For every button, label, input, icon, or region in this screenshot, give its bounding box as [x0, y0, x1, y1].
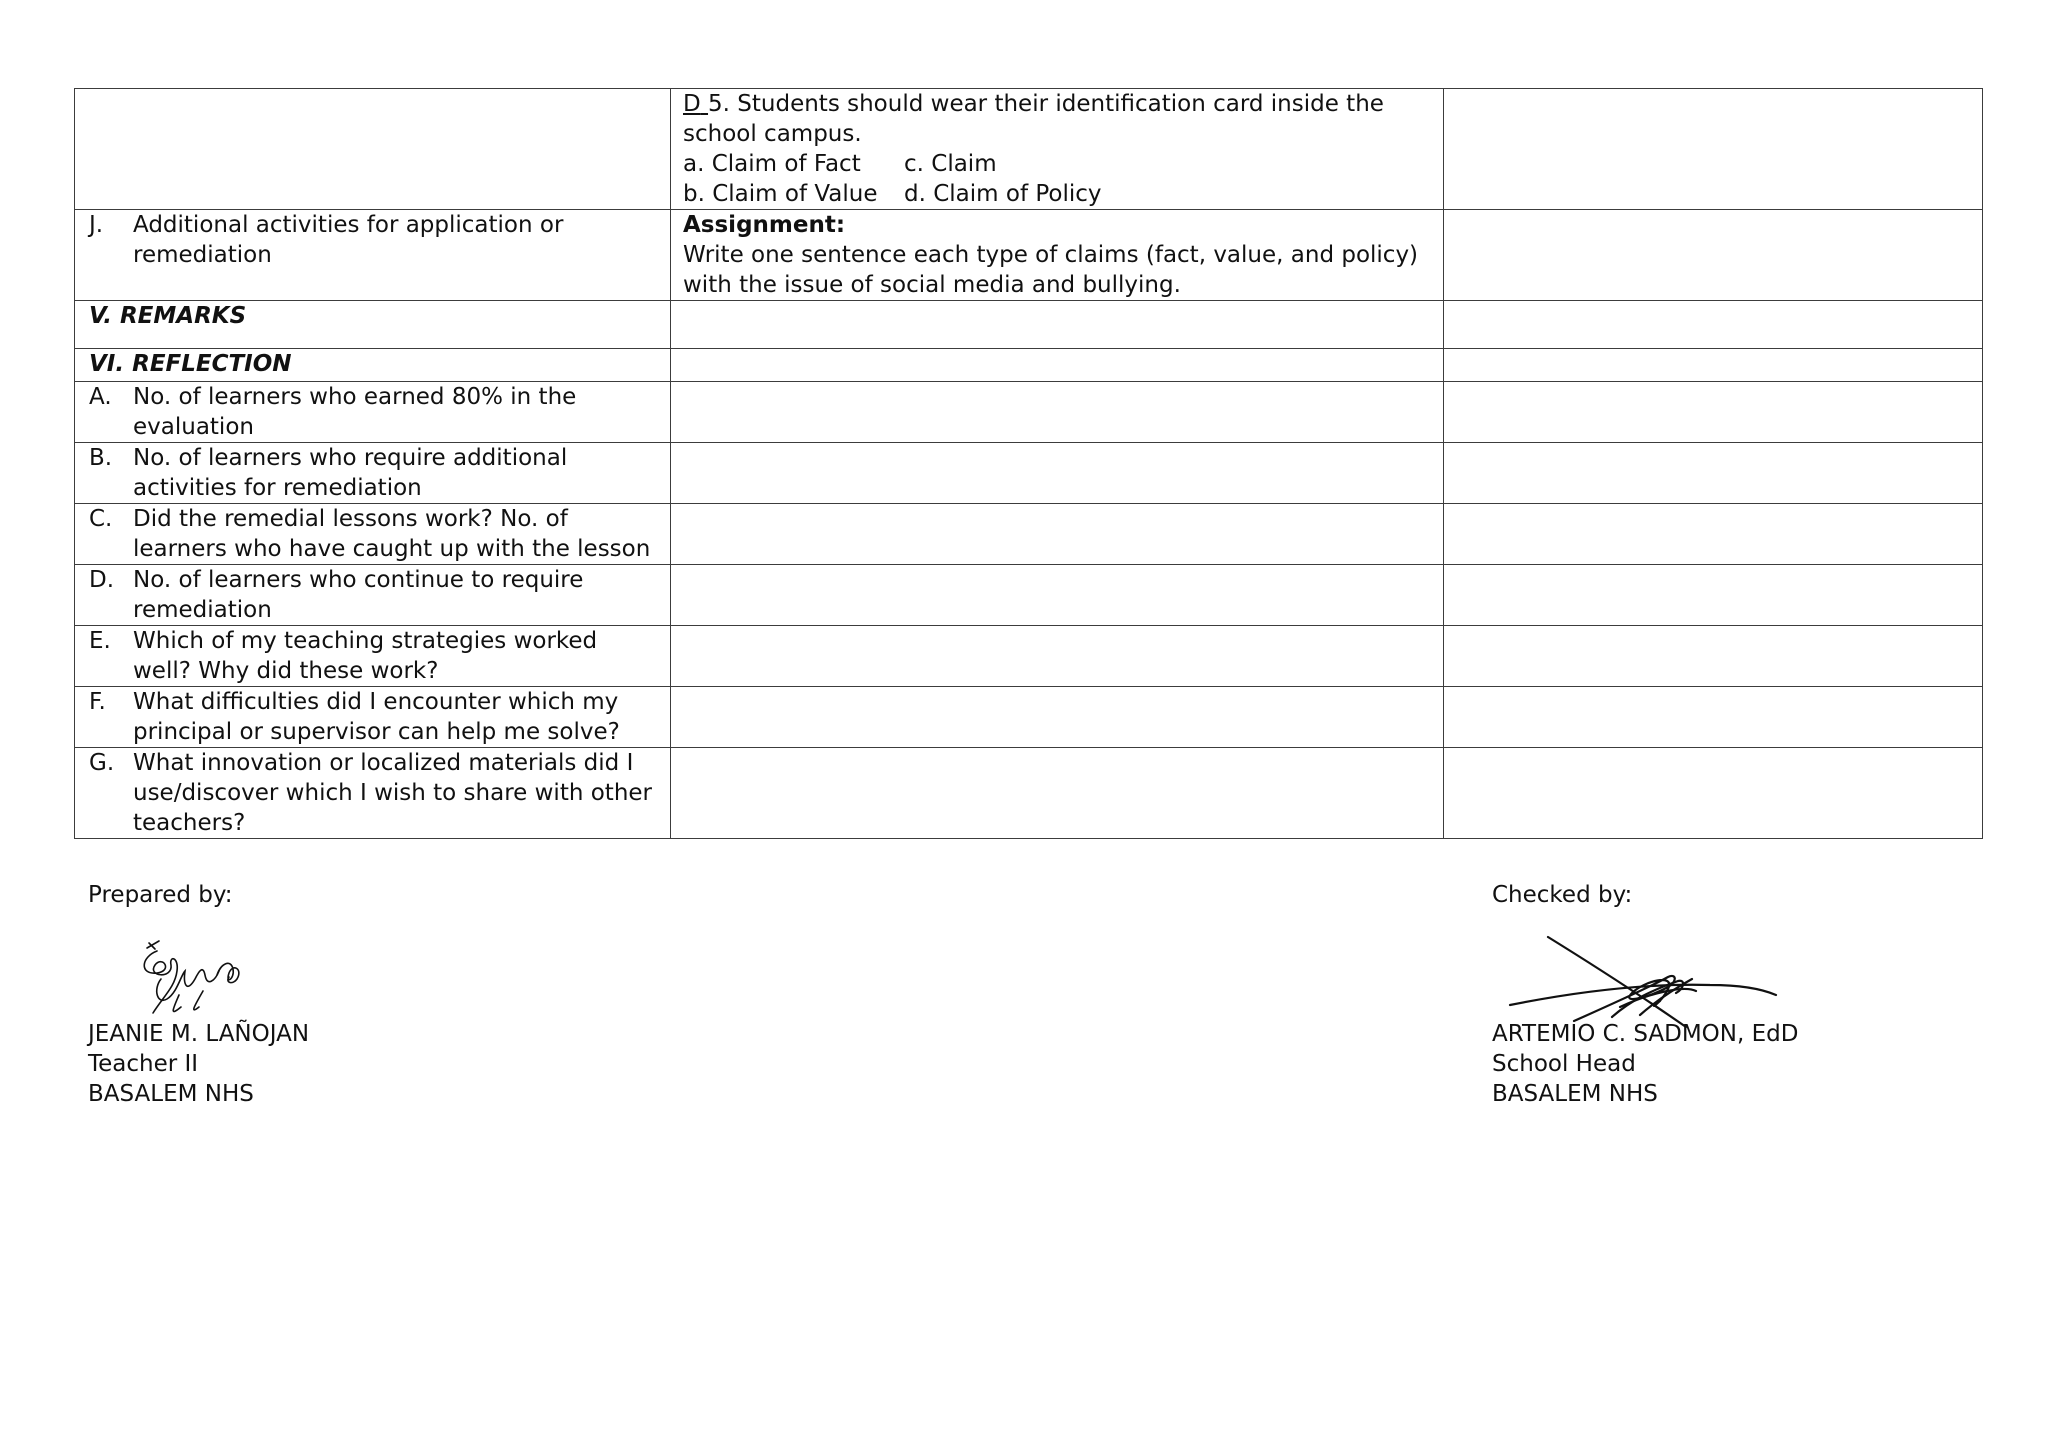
question-5 [683, 89, 1431, 149]
table-cell [671, 349, 1444, 382]
item-letter: D. [89, 567, 115, 593]
table-cell [671, 443, 1444, 504]
checked-by-block [1492, 880, 1632, 910]
item-text: What difficulties did I encounter which my principal or supervisor can help me solve? [133, 689, 620, 745]
item-text: No. of learners who require additional activities for remediation [133, 445, 568, 501]
table-row [75, 89, 1983, 210]
assignment-text: Write one sentence each type of claims (fact, value, and policy) with the issue of social media and bullying. [683, 242, 1419, 298]
table-row [75, 565, 1983, 626]
table-cell [1444, 565, 1983, 626]
table-row [75, 443, 1983, 504]
table-cell [1444, 443, 1983, 504]
item-text: Additional activities for application or remediation [133, 212, 564, 268]
table-cell [671, 687, 1444, 748]
table-cell [75, 89, 671, 210]
answer-blank [683, 91, 708, 117]
assignment-cell [671, 210, 1444, 301]
item-letter: G. [89, 750, 115, 776]
table-row [75, 626, 1983, 687]
prepared-by-label: Prepared by: [88, 882, 233, 908]
head-position: School Head [1492, 1051, 1636, 1077]
head-school: BASALEM NHS [1492, 1081, 1658, 1107]
head-name: ARTEMIO C. SADMON, EdD [1492, 1021, 1799, 1047]
item-letter: B. [89, 445, 113, 471]
table-cell [1444, 301, 1983, 349]
item-letter: C. [89, 506, 113, 532]
answer-options [683, 149, 1431, 209]
teacher-name: JEANIE M. LAÑOJAN [88, 1021, 310, 1047]
table-cell [671, 301, 1444, 349]
item-text: No. of learners who continue to require remediation [133, 567, 584, 623]
reflection-cell [75, 349, 671, 382]
item-text: Which of my teaching strategies worked well? Why did these work? [133, 628, 598, 684]
table-row [75, 210, 1983, 301]
option-a: a. Claim of Fact [683, 151, 861, 177]
reflection-item-cell [75, 382, 671, 443]
item-text: What innovation or localized materials did I use/discover which I wish to share with other teachers? [133, 750, 653, 836]
teacher-position: Teacher II [88, 1051, 199, 1077]
table-cell [671, 626, 1444, 687]
question-5-cell [671, 89, 1444, 210]
prepared-by-block [88, 880, 233, 910]
lesson-plan-table [74, 88, 1983, 839]
item-letter: E. [89, 628, 111, 654]
option-b: b. Claim of Value [683, 181, 878, 207]
checked-by-label: Checked by: [1492, 882, 1633, 908]
reflection-item-cell [75, 748, 671, 839]
reflection-item-cell [75, 687, 671, 748]
option-d: d. Claim of Policy [904, 181, 1102, 207]
table-cell [1444, 210, 1983, 301]
remarks-cell [75, 301, 671, 349]
row-j-label-cell [75, 210, 671, 301]
table-cell [1444, 748, 1983, 839]
table-cell [1444, 349, 1983, 382]
reflection-heading: VI. REFLECTION [89, 351, 292, 377]
reflection-item-cell [75, 504, 671, 565]
reflection-item-cell [75, 565, 671, 626]
table-cell [671, 565, 1444, 626]
reflection-item-cell [75, 443, 671, 504]
table-cell [671, 504, 1444, 565]
teacher-school: BASALEM NHS [88, 1081, 254, 1107]
teacher-signature-icon [133, 935, 253, 1025]
item-letter: A. [89, 384, 112, 410]
blank-space [701, 91, 708, 117]
assignment-title: Assignment: [683, 212, 846, 238]
checked-by-details [1492, 1019, 1798, 1109]
item-letter: J. [89, 212, 104, 238]
table-row [75, 382, 1983, 443]
item-text: Did the remedial lessons work? No. of learners who have caught up with the lesson [133, 506, 651, 562]
prepared-by-details [88, 1019, 309, 1109]
table-cell [671, 382, 1444, 443]
table-cell [1444, 89, 1983, 210]
question-text: 5. Students should wear their identification card inside the school campus. [683, 91, 1384, 147]
table-row [75, 349, 1983, 382]
reflection-item-cell [75, 626, 671, 687]
table-cell [671, 748, 1444, 839]
item-letter: F. [89, 689, 106, 715]
table-row [75, 301, 1983, 349]
table-row [75, 687, 1983, 748]
answer-letter: D [683, 91, 701, 117]
option-c: c. Claim [904, 151, 997, 177]
remarks-heading: V. REMARKS [89, 303, 247, 329]
item-text: No. of learners who earned 80% in the evaluation [133, 384, 577, 440]
table-row [75, 504, 1983, 565]
table-cell [1444, 626, 1983, 687]
table-cell [1444, 504, 1983, 565]
table-row [75, 748, 1983, 839]
table-cell [1444, 687, 1983, 748]
table-cell [1444, 382, 1983, 443]
